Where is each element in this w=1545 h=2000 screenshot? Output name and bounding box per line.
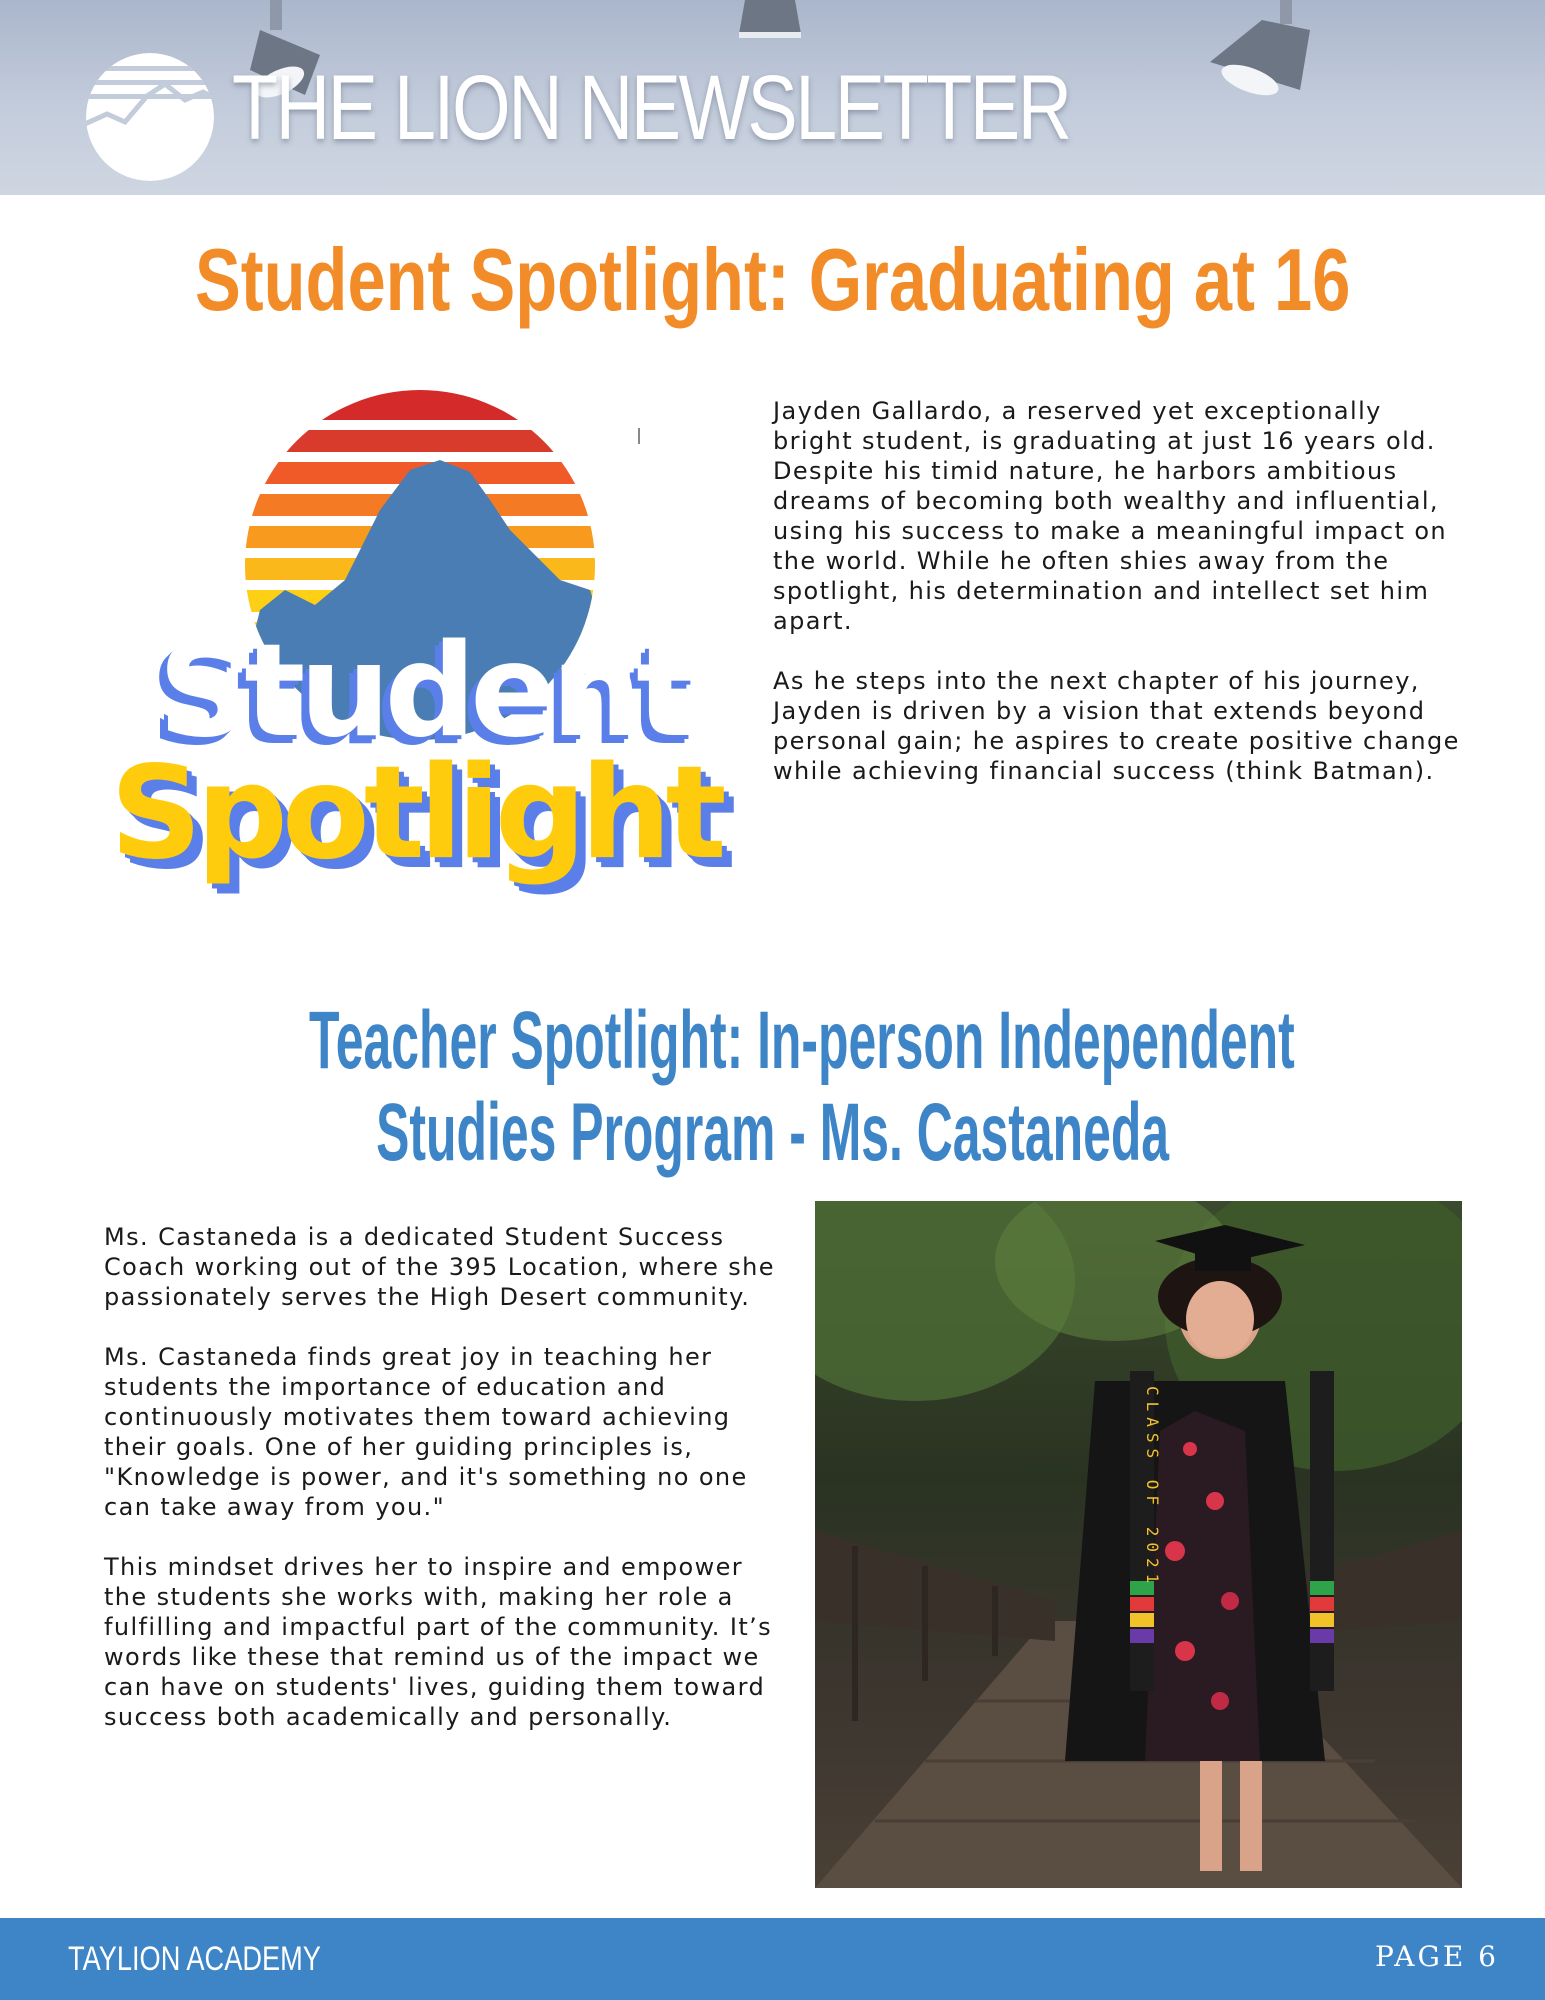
teacher-graduation-photo [815,1201,1462,1888]
art-word-spotlight: Spotlight [110,739,721,888]
student-spotlight-heading: Student Spotlight: Graduating at 16 [194,230,1351,329]
sun-mountain-logo-icon [85,52,215,182]
paragraph: This mindset drives her to inspire and empower the students she works with, making her role a fulfilling and impactful part of the community. It’s words like these that remind us of the impact we can have on students' lives, guiding them toward success both academically and personally. [104,1553,773,1731]
page-footer [0,1918,1545,2000]
student-spotlight-graphic [110,390,721,910]
footer-school-name: TAYLION ACADEMY [68,1940,321,1978]
teacher-article-text [104,1222,794,1762]
teacher-spotlight-heading: Teacher Spotlight: In-person Independent Studies Program - Ms. Castaneda [308,995,1295,1178]
paragraph: As he steps into the next chapter of his journey, Jayden is driven by a vision that extends beyond personal gain; he aspires to create positive change while achieving financial success (think Batman). [773,667,1460,785]
stole-text: CLASS OF 2021 [1143,1386,1162,1590]
newsletter-header [0,0,1545,195]
stage-light-icon [735,0,805,40]
stage-light-icon [1200,0,1320,110]
graduate-photo-illustration [815,1201,1462,1888]
paragraph: Ms. Castaneda is a dedicated Student Success Coach working out of the 395 Location, where she passionately serves the High Desert community. [104,1223,775,1311]
student-article-text [773,396,1463,816]
newsletter-title: THE LION NEWSLETTER [232,57,1070,159]
paragraph: Ms. Castaneda finds great joy in teaching her students the importance of education and continuously motivates them toward achieving their goals. One of her guiding principles is, "Knowledge is power, and it's something no one can take away from you." [104,1343,748,1521]
footer-page-number: PAGE 6 [1374,1940,1499,1973]
art-word-student: Student [158,617,692,766]
paragraph: Jayden Gallardo, a reserved yet exceptionally bright student, is graduating at just 16 years old. Despite his timid nature, he harbors ambitious dreams of becoming both wealthy and influential, using his success to make a meaningful impact on the world. While he often shies away from the spotlight, his determination and intellect set him apart. [773,397,1448,635]
